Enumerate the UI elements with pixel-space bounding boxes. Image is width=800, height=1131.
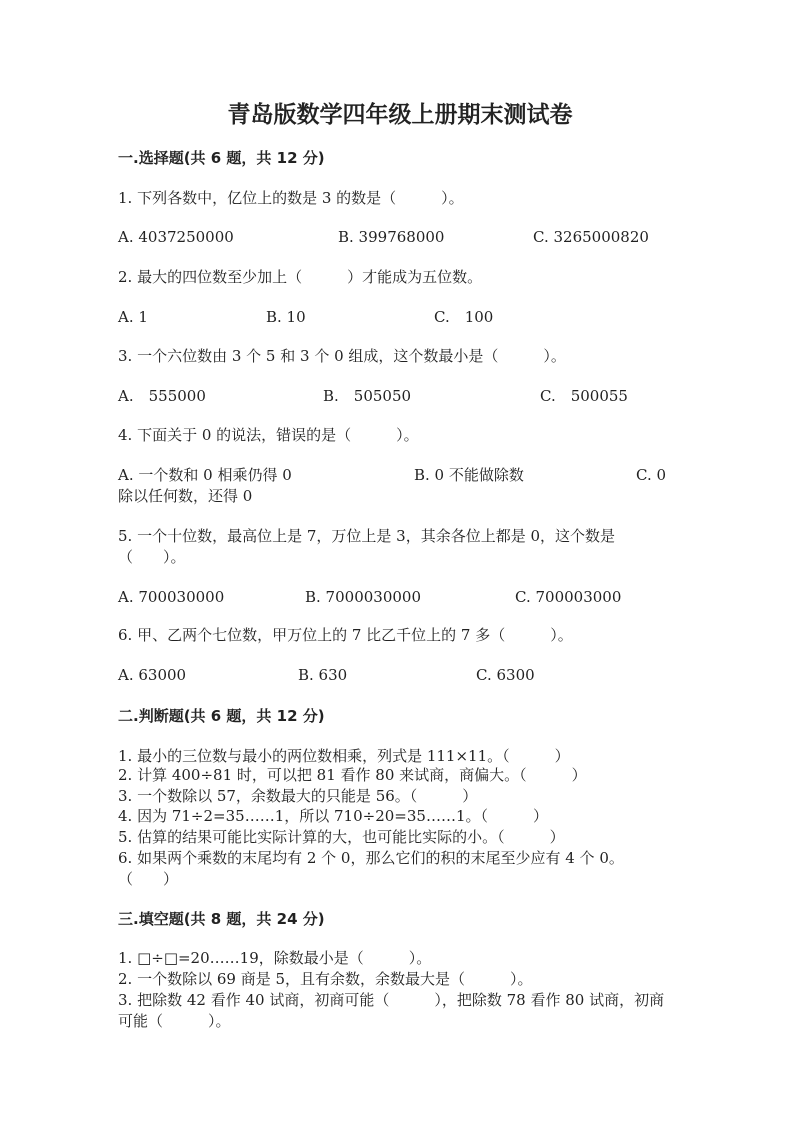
option-b: B. 0 不能做除数	[414, 466, 524, 484]
option-c: C. 500055	[540, 387, 628, 405]
question-stem: 4. 下面关于 0 的说法，错误的是（ ）。	[118, 426, 419, 444]
option-b: B. 630	[298, 666, 348, 684]
judgment-item: 6. 如果两个乘数的末尾均有 2 个 0，那么它们的积的末尾至少应有 4 个 0。	[118, 849, 624, 867]
question-stem: 3. 一个六位数由 3 个 5 和 3 个 0 组成，这个数最小是（ ）。	[118, 347, 566, 365]
option-a: A. 63000	[118, 666, 187, 684]
section-heading-judgment: 二.判断题(共 6 题，共 12 分)	[118, 707, 325, 725]
option-continuation: 除以任何数，还得 0	[118, 487, 253, 505]
option-c: C. 0	[636, 466, 667, 484]
judgment-item: 3. 一个数除以 57，余数最大的只能是 56。（ ）	[118, 787, 478, 805]
section-heading-fill: 三.填空题(共 8 题，共 24 分)	[118, 910, 325, 928]
fill-item: 3. 把除数 42 看作 40 试商，初商可能（ ），把除数 78 看作 80 试商，初商	[118, 991, 665, 1009]
option-b: B. 7000030000	[305, 588, 421, 606]
option-a: A. 700030000	[118, 588, 225, 606]
question-stem: 1. 下列各数中，亿位上的数是 3 的数是（ ）。	[118, 189, 464, 207]
section-heading-choice: 一.选择题(共 6 题，共 12 分)	[118, 149, 325, 167]
question-stem: 2. 最大的四位数至少加上（ ）才能成为五位数。	[118, 268, 483, 286]
option-c: C. 700003000	[515, 588, 622, 606]
judgment-item: 5. 估算的结果可能比实际计算的大，也可能比实际的小。（ ）	[118, 828, 565, 846]
option-a: A. 一个数和 0 相乘仍得 0	[118, 466, 292, 484]
fill-item: 2. 一个数除以 69 商是 5，且有余数，余数最大是（ ）。	[118, 970, 533, 988]
option-c: C. 100	[434, 308, 494, 326]
option-a: A. 1	[118, 308, 148, 326]
judgment-item: 4. 因为 71÷2=35……1，所以 710÷20=35……1。（ ）	[118, 807, 548, 825]
option-c: C. 3265000820	[533, 228, 649, 246]
question-stem: 5. 一个十位数，最高位上是 7，万位上是 3，其余各位上都是 0，这个数是	[118, 527, 616, 545]
page-title: 青岛版数学四年级上册期末测试卷	[227, 102, 573, 128]
fill-item-continuation: 可能（ ）。	[118, 1012, 231, 1030]
question-stem-line2: （ ）。	[118, 548, 186, 566]
option-a: A. 555000	[118, 387, 206, 405]
option-c: C. 6300	[476, 666, 535, 684]
judgment-item: 1. 最小的三位数与最小的两位数相乘，列式是 111×11。（ ）	[118, 747, 570, 765]
fill-item: 1. □÷□=20……19，除数最小是（ ）。	[118, 949, 432, 967]
option-a: A. 4037250000	[118, 228, 234, 246]
question-stem: 6. 甲、乙两个七位数，甲万位上的 7 比乙千位上的 7 多（ ）。	[118, 626, 573, 644]
option-b: B. 399768000	[338, 228, 445, 246]
judgment-item: 2. 计算 400÷81 时，可以把 81 看作 80 来试商，商偏大。（ ）	[118, 766, 587, 784]
option-b: B. 505050	[323, 387, 412, 405]
option-b: B. 10	[266, 308, 306, 326]
judgment-item-continuation: （ ）	[118, 870, 179, 888]
